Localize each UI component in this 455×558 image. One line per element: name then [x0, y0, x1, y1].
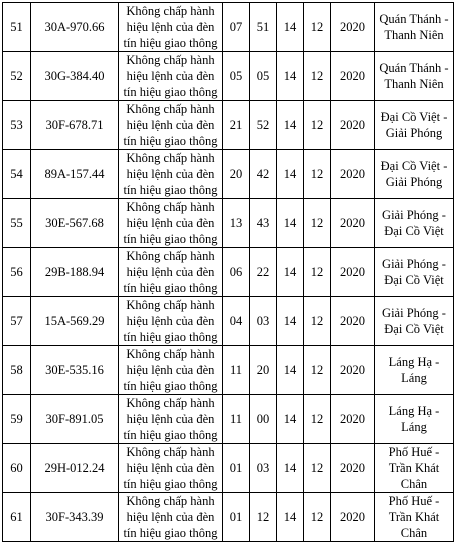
cell-minute: 05 — [250, 52, 277, 101]
cell-year: 2020 — [331, 395, 375, 444]
cell-hour: 20 — [223, 150, 250, 199]
cell-stt: 58 — [3, 346, 31, 395]
cell-minute: 52 — [250, 101, 277, 150]
violations-table — [2, 2, 454, 542]
cell-plate: 30G-384.40 — [31, 52, 119, 101]
cell-minute: 51 — [250, 3, 277, 52]
cell-plate: 30A-970.66 — [31, 3, 119, 52]
cell-hour: 11 — [223, 346, 250, 395]
cell-location: Láng Hạ - Láng — [375, 346, 454, 395]
cell-year: 2020 — [331, 444, 375, 493]
cell-violation: Không chấp hành hiệu lệnh của đèn tín hiệu giao thông — [119, 3, 223, 52]
cell-year: 2020 — [331, 493, 375, 542]
cell-location: Phố Huế - Trần Khát Chân — [375, 444, 454, 493]
cell-day: 14 — [277, 493, 304, 542]
cell-stt: 56 — [3, 248, 31, 297]
cell-month: 12 — [304, 346, 331, 395]
cell-violation: Không chấp hành hiệu lệnh của đèn tín hiệu giao thông — [119, 297, 223, 346]
cell-month: 12 — [304, 493, 331, 542]
cell-year: 2020 — [331, 346, 375, 395]
cell-minute: 00 — [250, 395, 277, 444]
table-row — [3, 493, 454, 542]
cell-hour: 07 — [223, 3, 250, 52]
cell-location: Láng Hạ - Láng — [375, 395, 454, 444]
cell-plate: 29H-012.24 — [31, 444, 119, 493]
cell-day: 14 — [277, 248, 304, 297]
cell-day: 14 — [277, 101, 304, 150]
cell-stt: 51 — [3, 3, 31, 52]
cell-stt: 57 — [3, 297, 31, 346]
cell-violation: Không chấp hành hiệu lệnh của đèn tín hiệu giao thông — [119, 493, 223, 542]
table-row — [3, 3, 454, 52]
cell-year: 2020 — [331, 3, 375, 52]
cell-year: 2020 — [331, 101, 375, 150]
cell-location: Giải Phóng - Đại Cồ Việt — [375, 248, 454, 297]
cell-violation: Không chấp hành hiệu lệnh của đèn tín hiệu giao thông — [119, 52, 223, 101]
cell-location: Đại Cồ Việt - Giải Phóng — [375, 150, 454, 199]
cell-plate: 29B-188.94 — [31, 248, 119, 297]
cell-violation: Không chấp hành hiệu lệnh của đèn tín hiệu giao thông — [119, 101, 223, 150]
cell-plate: 30F-678.71 — [31, 101, 119, 150]
cell-stt: 52 — [3, 52, 31, 101]
cell-location: Giải Phóng - Đại Cồ Việt — [375, 297, 454, 346]
cell-month: 12 — [304, 444, 331, 493]
cell-stt: 59 — [3, 395, 31, 444]
cell-hour: 13 — [223, 199, 250, 248]
table-row — [3, 150, 454, 199]
cell-day: 14 — [277, 52, 304, 101]
cell-month: 12 — [304, 52, 331, 101]
cell-year: 2020 — [331, 52, 375, 101]
cell-year: 2020 — [331, 248, 375, 297]
cell-minute: 22 — [250, 248, 277, 297]
cell-plate: 30F-891.05 — [31, 395, 119, 444]
cell-location: Phố Huế - Trần Khát Chân — [375, 493, 454, 542]
cell-day: 14 — [277, 444, 304, 493]
cell-violation: Không chấp hành hiệu lệnh của đèn tín hiệu giao thông — [119, 150, 223, 199]
cell-hour: 05 — [223, 52, 250, 101]
cell-minute: 20 — [250, 346, 277, 395]
cell-year: 2020 — [331, 297, 375, 346]
cell-hour: 01 — [223, 493, 250, 542]
table-row — [3, 52, 454, 101]
table-row — [3, 248, 454, 297]
cell-hour: 11 — [223, 395, 250, 444]
cell-plate: 30F-343.39 — [31, 493, 119, 542]
table-row — [3, 395, 454, 444]
cell-minute: 03 — [250, 297, 277, 346]
table-row — [3, 297, 454, 346]
cell-month: 12 — [304, 395, 331, 444]
cell-violation: Không chấp hành hiệu lệnh của đèn tín hiệu giao thông — [119, 395, 223, 444]
cell-stt: 54 — [3, 150, 31, 199]
cell-hour: 04 — [223, 297, 250, 346]
cell-month: 12 — [304, 199, 331, 248]
cell-violation: Không chấp hành hiệu lệnh của đèn tín hiệu giao thông — [119, 444, 223, 493]
cell-day: 14 — [277, 346, 304, 395]
cell-violation: Không chấp hành hiệu lệnh của đèn tín hiệu giao thông — [119, 248, 223, 297]
cell-minute: 43 — [250, 199, 277, 248]
table-row — [3, 346, 454, 395]
cell-stt: 55 — [3, 199, 31, 248]
table-body — [3, 3, 454, 542]
cell-hour: 21 — [223, 101, 250, 150]
table-row — [3, 444, 454, 493]
cell-month: 12 — [304, 101, 331, 150]
cell-plate: 15A-569.29 — [31, 297, 119, 346]
cell-minute: 12 — [250, 493, 277, 542]
cell-year: 2020 — [331, 199, 375, 248]
cell-location: Giải Phóng - Đại Cồ Việt — [375, 199, 454, 248]
table-row — [3, 199, 454, 248]
cell-violation: Không chấp hành hiệu lệnh của đèn tín hiệu giao thông — [119, 199, 223, 248]
cell-stt: 53 — [3, 101, 31, 150]
cell-day: 14 — [277, 150, 304, 199]
cell-minute: 03 — [250, 444, 277, 493]
cell-day: 14 — [277, 3, 304, 52]
cell-violation: Không chấp hành hiệu lệnh của đèn tín hiệu giao thông — [119, 346, 223, 395]
cell-location: Quán Thánh - Thanh Niên — [375, 3, 454, 52]
cell-stt: 60 — [3, 444, 31, 493]
cell-stt: 61 — [3, 493, 31, 542]
cell-day: 14 — [277, 199, 304, 248]
cell-day: 14 — [277, 297, 304, 346]
table-row — [3, 101, 454, 150]
cell-hour: 01 — [223, 444, 250, 493]
cell-plate: 89A-157.44 — [31, 150, 119, 199]
cell-month: 12 — [304, 3, 331, 52]
cell-location: Quán Thánh - Thanh Niên — [375, 52, 454, 101]
cell-day: 14 — [277, 395, 304, 444]
cell-plate: 30E-567.68 — [31, 199, 119, 248]
cell-plate: 30E-535.16 — [31, 346, 119, 395]
cell-month: 12 — [304, 248, 331, 297]
cell-year: 2020 — [331, 150, 375, 199]
cell-location: Đại Cồ Việt - Giải Phóng — [375, 101, 454, 150]
cell-month: 12 — [304, 297, 331, 346]
cell-minute: 42 — [250, 150, 277, 199]
cell-month: 12 — [304, 150, 331, 199]
cell-hour: 06 — [223, 248, 250, 297]
